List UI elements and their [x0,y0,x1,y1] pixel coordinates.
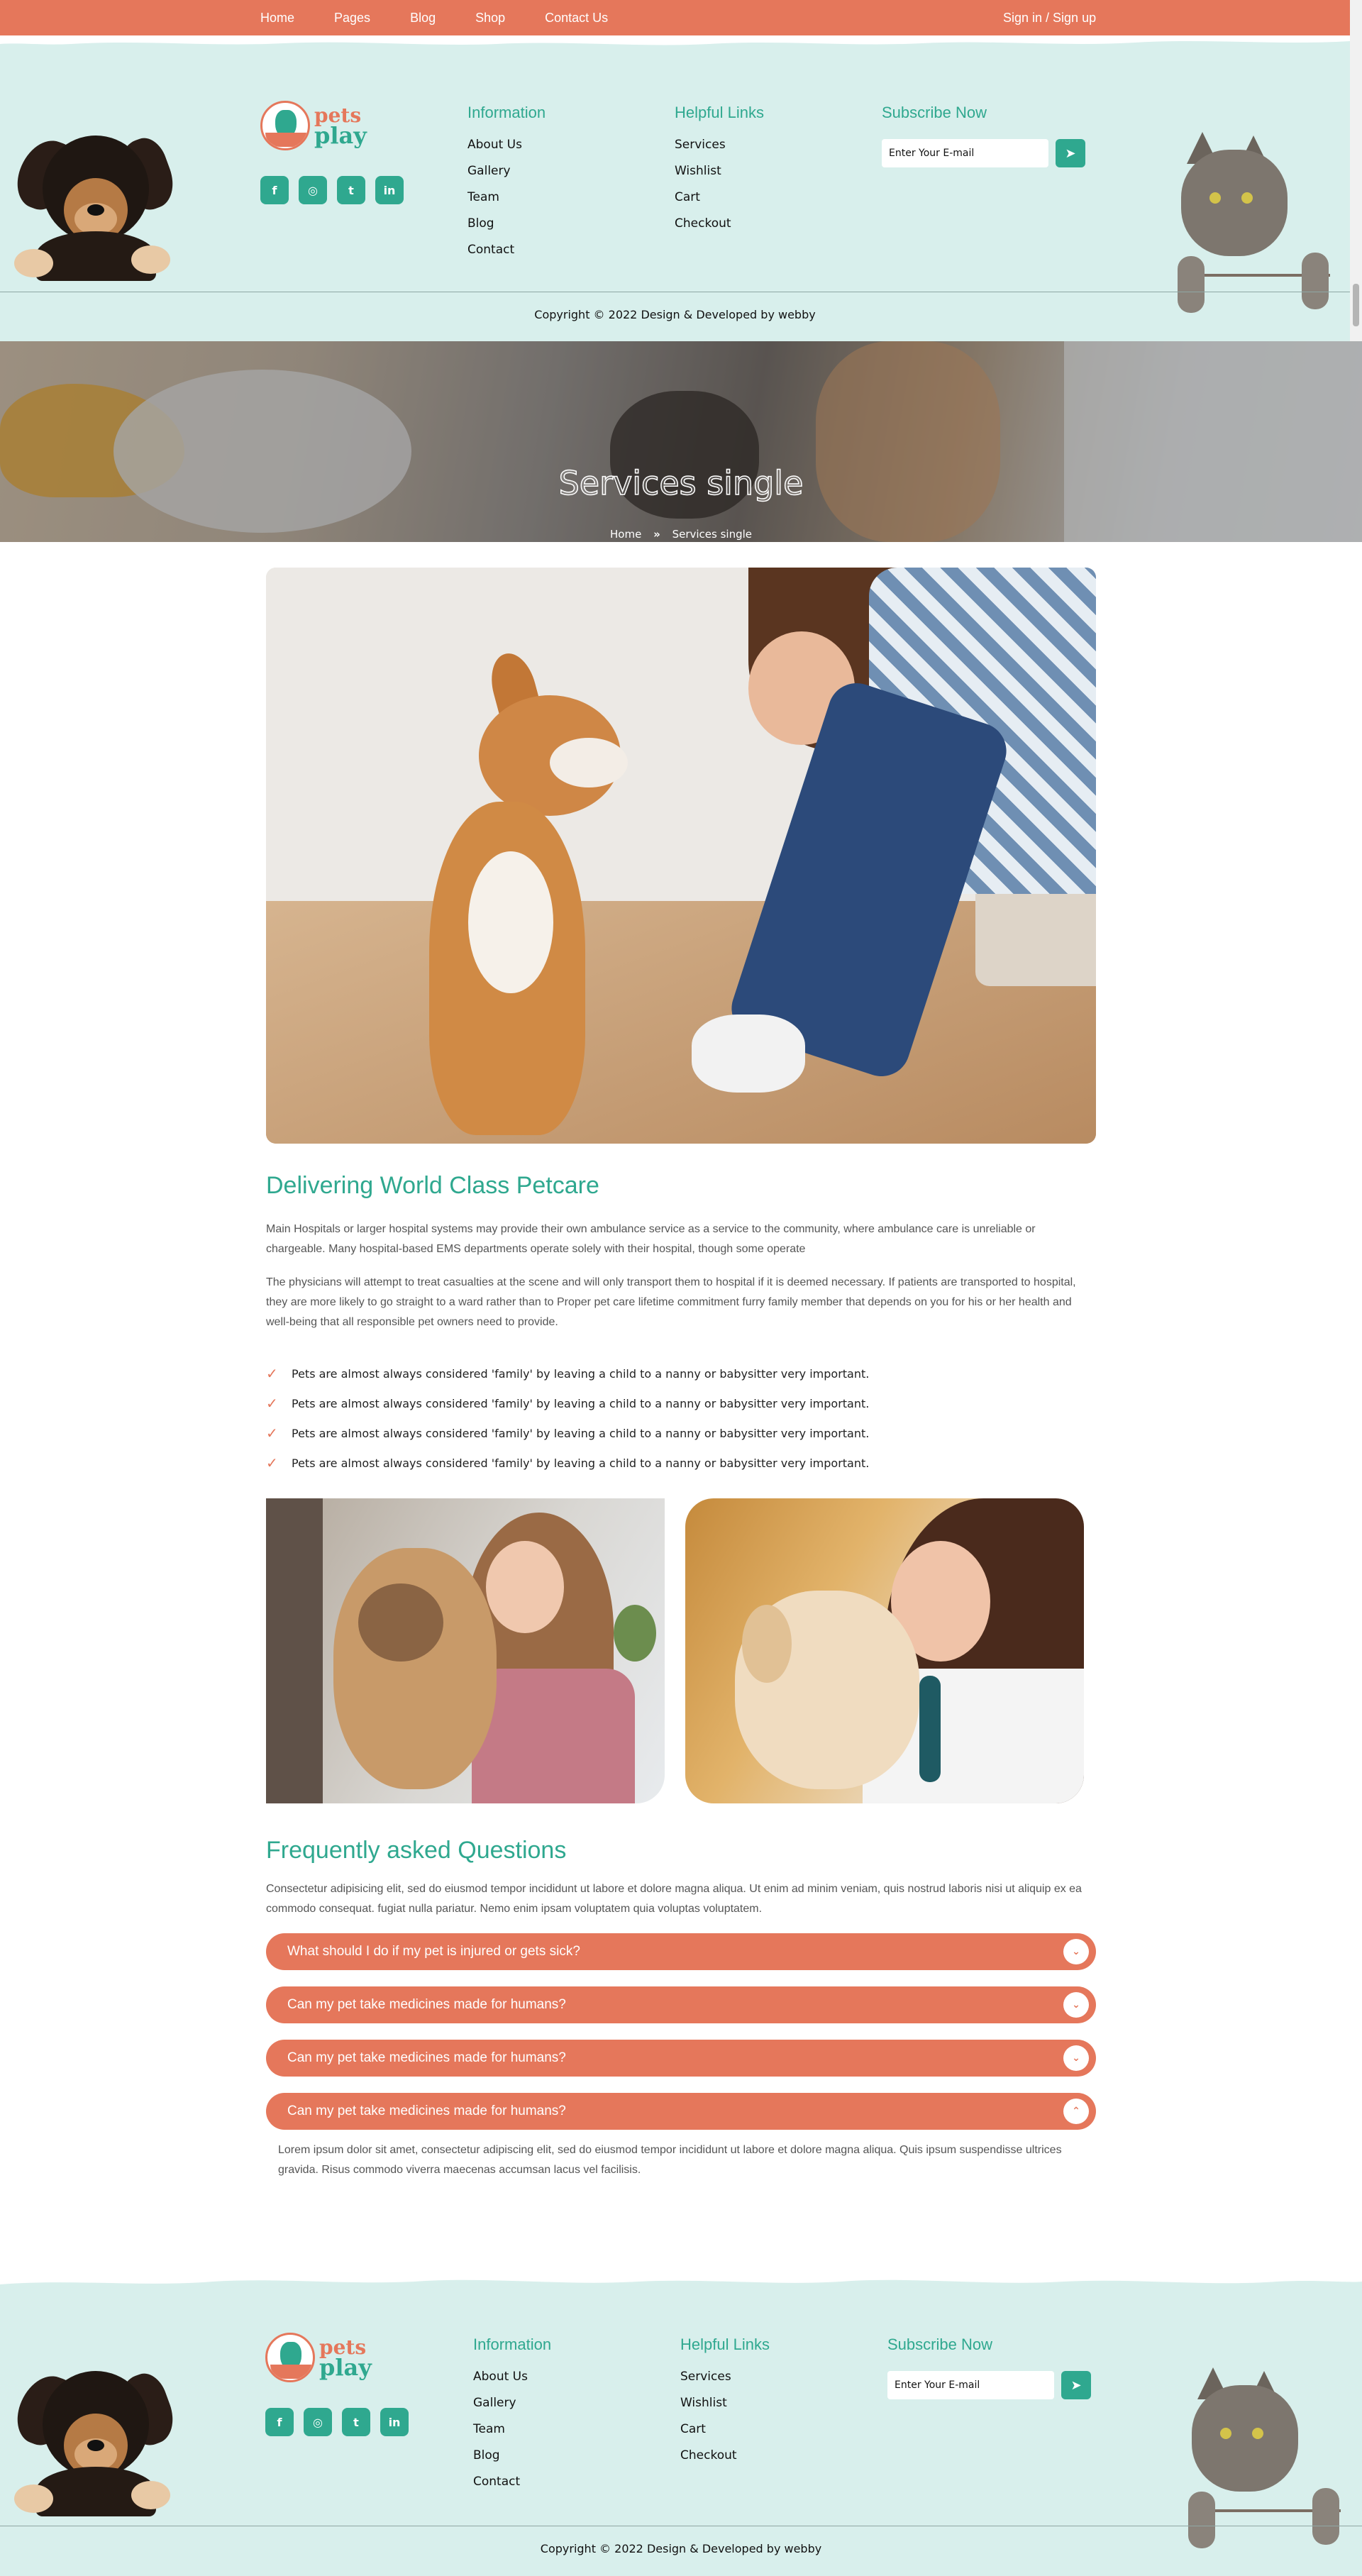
check-icon: ✓ [266,1395,278,1412]
chevron-down-icon[interactable]: ⌄ [1063,2045,1089,2071]
logo-text-play: play [319,2354,372,2381]
subscribe-email-input[interactable] [887,2371,1054,2399]
social-links [260,176,404,204]
torn-edge-top [0,35,1350,54]
footer-helpful-links-column [675,104,764,243]
faq-question: Can my pet take medicines made for humans? [287,1997,566,2012]
information-title: Information [467,104,546,121]
footer-logo[interactable] [265,2333,372,2382]
footer-link-checkout[interactable]: Checkout [680,2448,737,2462]
subscribe-title: Subscribe Now [887,2335,992,2353]
footer-subscribe-column [887,2335,992,2370]
footer-link-about-us[interactable]: About Us [473,2370,528,2384]
footer-link-team[interactable]: Team [473,2422,505,2436]
sign-in-sign-up-link[interactable]: Sign in / Sign up [1003,10,1097,25]
content-paragraph-2: The physicians will attempt to treat casualties at the scene and will only transport them to hospital if it is deemed necessary. If patients are transported to hospital, they are more likely to go straight to a ward rather than to Proper pet care lifetime commitment furry family member that depends on you for his or her health and well-being that all responsible pet owners need to provide. [266,1276,1076,1328]
logo-text-play: play [314,122,367,149]
cat-image-right [1160,132,1344,331]
copyright-text: Copyright © 2022 Design & Developed by webby [540,2542,822,2555]
send-icon[interactable]: ➤ [1061,2371,1091,2399]
subscribe-email-input[interactable] [882,139,1048,167]
nav-contact-us[interactable]: Contact Us [545,10,609,25]
subscribe-form [887,2371,1091,2399]
check-icon: ✓ [266,1454,278,1471]
twitter-icon[interactable]: t [337,176,365,204]
footer-link-gallery[interactable]: Gallery [473,2396,516,2410]
feature-check-list [266,1359,869,1478]
nav-links [260,0,648,35]
footer-link-blog[interactable]: Blog [467,216,494,231]
faq-question: Can my pet take medicines made for humans? [287,2050,566,2065]
faq-question: What should I do if my pet is injured or gets sick? [287,1944,580,1959]
gallery-image-vet-with-puppy [685,1498,1084,1803]
puppy-image-left [14,2360,177,2524]
footer-link-services[interactable]: Services [680,2370,731,2384]
facebook-icon[interactable]: f [265,2408,294,2436]
faq-item-4[interactable] [266,2093,1096,2130]
footer-link-contact[interactable]: Contact [467,243,515,257]
faq-answer: Lorem ipsum dolor sit amet, consectetur adipiscing elit, sed do eiusmod tempor incididunt ut labore et dolore magna aliqua. Quis ipsum suspendisse ultrices gravida. Risus commodo viverra maecenas accumsan lacus vel facilisis. [278,2144,1062,2176]
copyright-text: Copyright © 2022 Design & Developed by webby [534,308,816,321]
auth-link-wrap [1003,0,1096,35]
logo-mark-icon [260,101,310,150]
faq-item-1[interactable] [266,1933,1096,1970]
chevron-down-icon[interactable]: ⌄ [1063,1992,1089,2018]
list-item: ✓ Pets are almost always considered 'family' by leaving a child to a nanny or babysitter very important. [266,1425,870,1442]
logo-text-pets: pets [319,2335,367,2359]
faq-item-3[interactable] [266,2040,1096,2077]
footer-link-cart[interactable]: Cart [675,190,700,204]
footer-link-blog[interactable]: Blog [473,2448,500,2462]
cat-image-right [1170,2367,1355,2566]
check-icon: ✓ [266,1425,278,1442]
scrollbar-thumb[interactable] [1353,284,1359,326]
instagram-icon[interactable]: ◎ [304,2408,332,2436]
faq-question: Can my pet take medicines made for humans? [287,2104,566,2118]
breadcrumb [0,528,1362,541]
information-title: Information [473,2335,552,2353]
footer-logo[interactable] [260,101,367,150]
footer-link-wishlist[interactable]: Wishlist [675,164,721,178]
footer-link-about-us[interactable]: About Us [467,138,522,152]
footer-link-team[interactable]: Team [467,190,499,204]
content-heading: Delivering World Class Petcare [266,1172,599,1199]
puppy-image-left [14,125,177,288]
nav-blog[interactable]: Blog [410,10,436,25]
breadcrumb-current: Services single [672,528,752,541]
chevron-down-icon[interactable]: ⌄ [1063,1939,1089,1964]
top-navbar [0,0,1350,35]
subscribe-title: Subscribe Now [882,104,987,121]
footer-link-services[interactable]: Services [675,138,726,152]
page-title: Services single [558,464,804,502]
facebook-icon[interactable]: f [260,176,289,204]
send-icon[interactable]: ➤ [1056,139,1085,167]
faq-intro: Consectetur adipisicing elit, sed do eiusmod tempor incididunt ut labore et dolore magna aliqua. Ut enim ad minim veniam, quis nostrud laboris nisi ut aliquip ex ea commodo consequat. fugiat nulla pariatur. Nemo enim ipsam voluptatem quia voluptas voluptatem. [266,1883,1082,1915]
chevron-up-icon[interactable]: ⌃ [1063,2099,1089,2124]
nav-pages[interactable]: Pages [334,10,371,25]
nav-shop[interactable]: Shop [475,10,506,25]
linkedin-icon[interactable]: in [380,2408,409,2436]
breadcrumb-chevron-icon: » [653,528,660,541]
gallery-image-woman-with-dog [266,1498,665,1803]
nav-home[interactable]: Home [260,10,295,25]
scrollbar[interactable] [1350,0,1362,341]
twitter-icon[interactable]: t [342,2408,370,2436]
list-item: ✓ Pets are almost always considered 'family' by leaving a child to a nanny or babysitter very important. [266,1454,870,1471]
linkedin-icon[interactable]: in [375,176,404,204]
logo-mark-icon [265,2333,315,2382]
footer-helpful-links-column [680,2335,770,2475]
footer-link-checkout[interactable]: Checkout [675,216,731,231]
main-service-image [266,568,1096,1144]
footer-bottom [0,2293,1362,2576]
helpful-links-title: Helpful Links [680,2335,770,2353]
footer-top [0,54,1350,341]
footer-link-wishlist[interactable]: Wishlist [680,2396,727,2410]
faq-heading: Frequently asked Questions [266,1837,567,1864]
footer-link-cart[interactable]: Cart [680,2422,706,2436]
social-links [265,2408,409,2436]
faq-item-2[interactable] [266,1986,1096,2023]
footer-link-gallery[interactable]: Gallery [467,164,511,178]
footer-link-contact[interactable]: Contact [473,2475,521,2489]
subscribe-form [882,139,1085,167]
list-item: ✓ Pets are almost always considered 'family' by leaving a child to a nanny or babysitter very important. [266,1395,870,1412]
footer-information-column [473,2335,551,2501]
breadcrumb-home[interactable]: Home [610,528,642,541]
list-item: ✓ Pets are almost always considered 'family' by leaving a child to a nanny or babysitter very important. [266,1365,870,1382]
instagram-icon[interactable]: ◎ [299,176,327,204]
check-icon: ✓ [266,1365,278,1382]
helpful-links-title: Helpful Links [675,104,764,121]
page-hero-banner [0,341,1362,542]
footer-subscribe-column [882,104,987,138]
footer-information-column [467,104,546,269]
torn-edge-bottom [0,2274,1362,2293]
content-paragraph-1: Main Hospitals or larger hospital systems may provide their own ambulance service as a service to the community, where ambulance care is unreliable or chargeable. Many hospital-based EMS departments operate solely with their hospital, though some operate [266,1223,1036,1255]
logo-text-pets: pets [314,104,362,127]
